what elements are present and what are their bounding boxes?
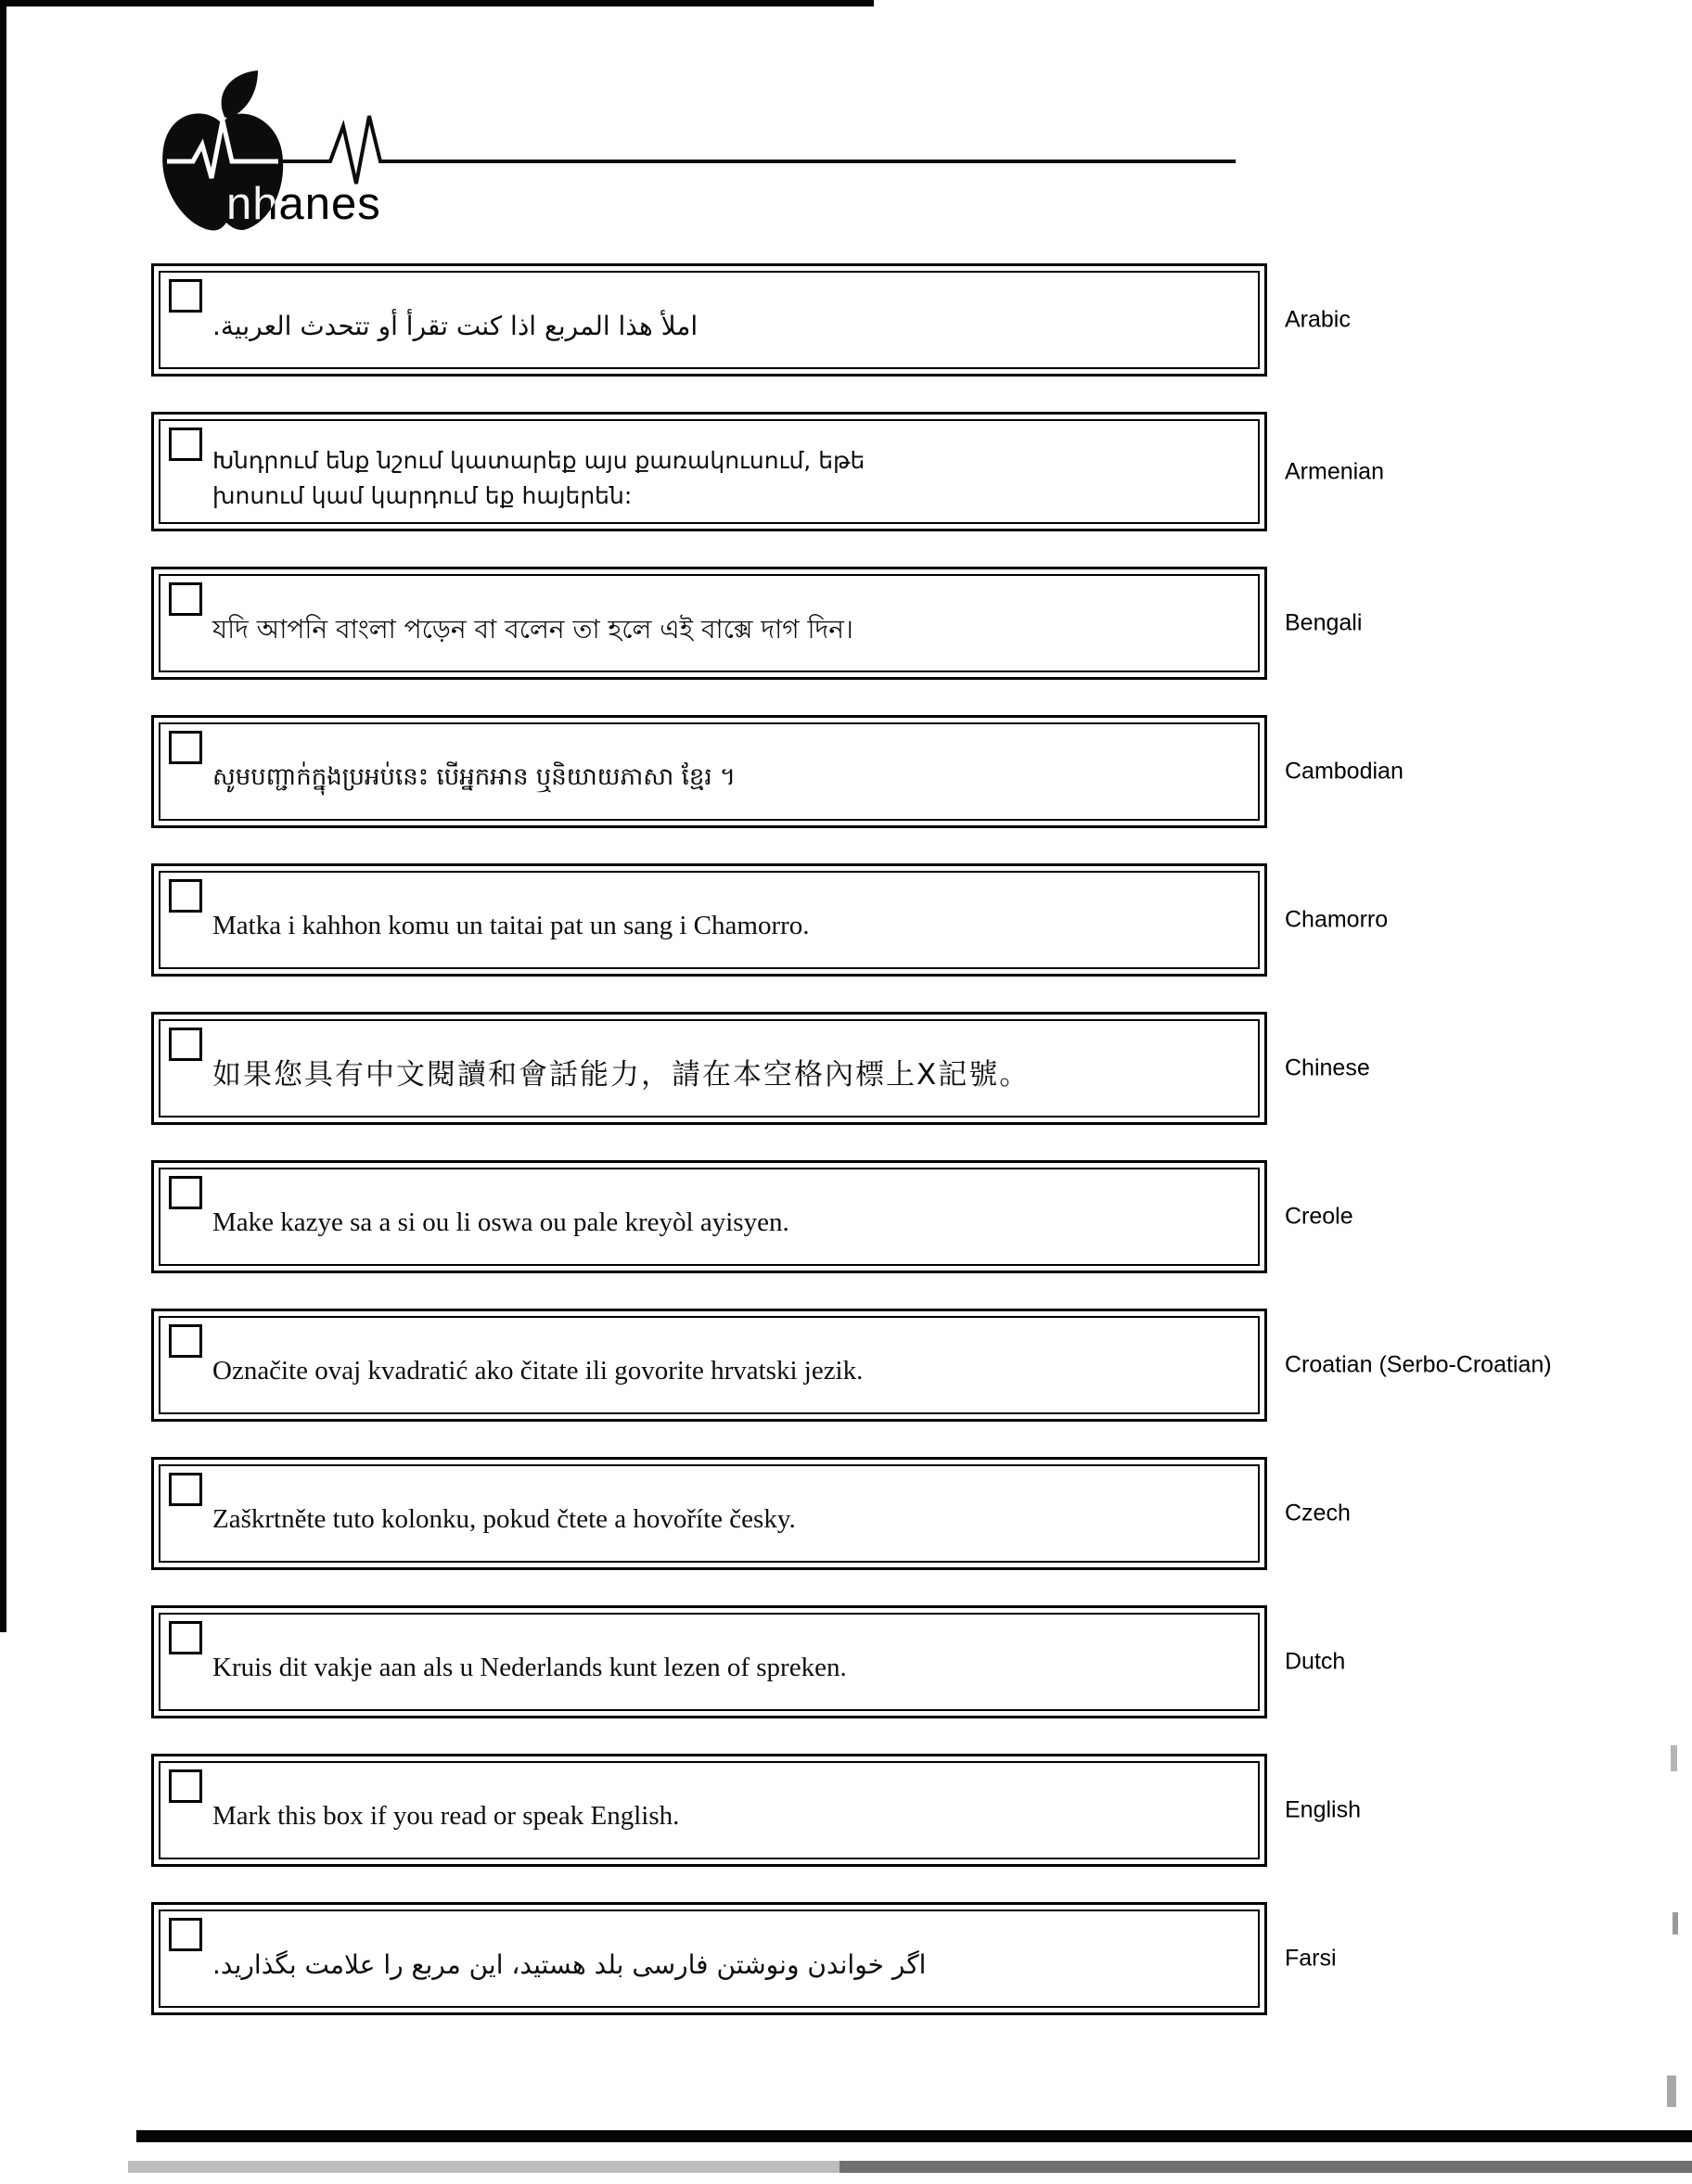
language-box-inner [159,1464,1260,1563]
language-checkbox[interactable] [169,1769,202,1803]
language-row [151,412,1384,531]
language-name-label: Chinese [1285,1054,1370,1081]
language-name-label: Farsi [1285,1945,1337,1972]
language-row [151,1012,1370,1125]
language-name-label: Armenian [1285,458,1384,484]
language-checkbox[interactable] [169,1324,202,1358]
scan-artifact-bottom-strip-dark [840,2161,1692,2173]
language-box [151,1754,1267,1867]
language-row [151,567,1363,680]
scan-artifact-top-edge [0,0,874,6]
language-box-inner [159,871,1260,969]
language-row [151,1754,1361,1867]
scan-artifact-bottom-bar [136,2130,1692,2142]
scan-artifact-right-mark [1667,2075,1676,2107]
language-box [151,863,1267,977]
language-name-label: Czech [1285,1500,1351,1526]
language-row [151,1309,1552,1422]
language-instruction-text: Kruis dit vakje aan als u Nederlands kunt lezen of spreken. [212,1653,847,1683]
language-checkbox[interactable] [169,879,202,913]
language-instruction-text: សូមបញ្ជាក់ក្នុងប្រអប់នេះ បើអ្នកអាន ឬនិយាយភាសា ខ្មែរ ។ [212,763,736,792]
language-instruction-text: Mark this box if you read or speak English. [212,1801,680,1832]
language-instruction-text: Označite ovaj kvadratić ako čitate ili govorite hrvatski jezik. [212,1356,864,1386]
language-row [151,1902,1337,2015]
language-box-inner [159,1316,1260,1414]
language-row [151,1457,1351,1570]
language-row [151,1160,1353,1273]
language-box [151,412,1267,531]
language-box [151,1457,1267,1570]
language-checkbox[interactable] [169,731,202,764]
language-name-label: English [1285,1796,1361,1823]
language-box [151,1012,1267,1125]
language-instruction-text: Խնդրում ենք նշում կատարեք այս քառակուսում, եթե խոսում կամ կարդում եք հայերեն: [212,447,865,509]
scan-artifact-left-edge [0,0,6,1632]
language-row [151,863,1389,977]
language-checkbox[interactable] [169,1176,202,1209]
language-checkbox[interactable] [169,582,202,616]
language-box-inner [159,419,1260,524]
language-checkbox[interactable] [169,1918,202,1951]
language-box-inner [159,1168,1260,1266]
language-box-inner [159,1019,1260,1118]
scan-artifact-right-mark [1673,1912,1678,1935]
language-box [151,1902,1267,2015]
language-name-label: Arabic [1285,306,1351,333]
language-box-inner [159,1613,1260,1711]
language-checkbox[interactable] [169,1621,202,1654]
language-box [151,1160,1267,1273]
language-instruction-text: اگر خواندن ونوشتن فارسی بلد هستيد، اين مربع را علامت بگذاريد. [212,1948,927,1980]
language-row [151,263,1351,377]
scan-artifact-right-mark [1671,1745,1677,1771]
language-row [151,715,1404,828]
language-checkbox[interactable] [169,428,202,461]
language-name-label: Bengali [1285,609,1363,636]
language-box [151,1309,1267,1422]
language-box-inner [159,1761,1260,1859]
language-name-label: Croatian (Serbo-Croatian) [1285,1351,1552,1378]
language-instruction-text: Matka i kahhon komu un taitai pat un sang i Chamorro. [212,911,810,941]
language-instruction-text: املأ هذا المربع اذا كنت تقرأ أو تتحدث العربية. [212,310,699,341]
language-name-label: Chamorro [1285,906,1389,933]
language-box-inner [159,722,1260,821]
language-name-label: Creole [1285,1203,1353,1230]
logo-wordmark: nhanes [226,179,381,229]
language-box-inner [159,271,1260,369]
language-checkbox[interactable] [169,279,202,313]
nhanes-logo [148,65,1336,260]
language-row [151,1605,1346,1718]
language-box [151,1605,1267,1718]
language-name-label: Cambodian [1285,758,1404,785]
language-instruction-text: Make kazye sa a si ou li oswa ou pale kreyòl ayisyen. [212,1207,789,1238]
language-box [151,715,1267,828]
language-instruction-text: Zaškrtněte tuto kolonku, pokud čtete a hovoříte česky. [212,1504,796,1535]
language-box [151,567,1267,680]
language-checkbox[interactable] [169,1028,202,1061]
language-rows [151,263,1552,2050]
language-box-inner [159,1909,1260,2008]
language-box-inner [159,574,1260,672]
language-name-label: Dutch [1285,1648,1346,1675]
language-checkbox[interactable] [169,1473,202,1506]
language-instruction-text: 如果您具有中文閱讀和會話能力，請在本空格內標上X記號。 [212,1057,1031,1092]
language-instruction-text: যদি আপনি বাংলা পড়েন বা বলেন তা হলে এই বাক্সে দাগ দিন। [212,613,853,645]
language-box [151,263,1267,377]
